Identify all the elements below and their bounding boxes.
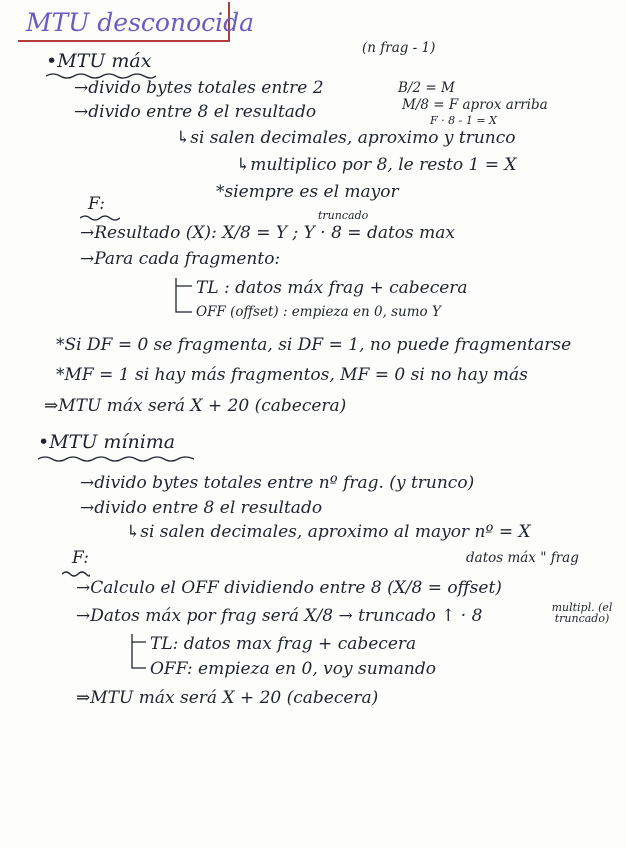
max-final: ⇒MTU máx será X + 20 (cabecera) — [44, 396, 347, 416]
max-line-1: →divido bytes totales entre 2 — [74, 78, 324, 98]
max-line-3: ↳si salen decimales, aproximo y trunco — [176, 128, 516, 148]
min-tl: TL: datos max frag + cabecera — [150, 634, 417, 654]
min-note-datos: datos máx " frag — [466, 550, 579, 566]
max-f-underline — [80, 214, 120, 222]
max-truncado: truncado — [318, 209, 369, 222]
max-f-label: F: — [88, 194, 105, 214]
heading-min-underline — [38, 455, 194, 463]
min-note-multipl: multipl. (el truncado) — [551, 601, 613, 625]
max-line-4: ↳multiplico por 8, le resto 1 = X — [236, 155, 517, 175]
min-f-label: F: — [72, 548, 89, 568]
max-mf-note: *MF = 1 si hay más fragmentos, MF = 0 si no hay más — [56, 365, 528, 385]
max-tl: TL : datos máx frag + cabecera — [196, 278, 468, 298]
note-n-frag: (n frag - 1) — [362, 40, 436, 56]
max-bracket — [170, 276, 196, 316]
max-note-m8: M/8 = F aprox arriba — [402, 97, 548, 113]
min-result-line: →Calculo el OFF dividiendo entre 8 (X/8 = offset) — [76, 578, 502, 598]
min-off: OFF: empieza en 0, voy sumando — [150, 659, 436, 679]
max-note-f8: F · 8 - 1 = X — [430, 114, 497, 127]
max-line-5: *siempre es el mayor — [216, 182, 399, 202]
max-df-note: *Si DF = 0 se fragmenta, si DF = 1, no puede fragmentarse — [56, 335, 572, 355]
max-result-line: →Resultado (X): X/8 = Y ; Y · 8 = datos max — [80, 223, 456, 243]
heading-mtu-max: •MTU máx — [46, 50, 152, 72]
max-off: OFF (offset) : empieza en 0, sumo Y — [196, 304, 441, 320]
max-line-2: →divido entre 8 el resultado — [74, 102, 317, 122]
min-line-3: ↳si salen decimales, aproximo al mayor nº = X — [126, 522, 531, 542]
page-title: MTU desconocida — [26, 8, 255, 37]
min-datos-max: →Datos máx por frag será X/8 → truncado ↑ · 8 — [76, 606, 483, 626]
min-line-1: →divido bytes totales entre nº frag. (y trunco) — [80, 473, 475, 493]
min-bracket — [126, 632, 150, 672]
max-each-fragment: →Para cada fragmento: — [80, 249, 281, 269]
heading-mtu-min: •MTU mínima — [38, 431, 176, 453]
min-f-underline — [62, 570, 90, 578]
min-final: ⇒MTU máx será X + 20 (cabecera) — [76, 688, 379, 708]
max-note-b2: B/2 = M — [398, 80, 455, 96]
min-line-2: →divido entre 8 el resultado — [80, 498, 323, 518]
